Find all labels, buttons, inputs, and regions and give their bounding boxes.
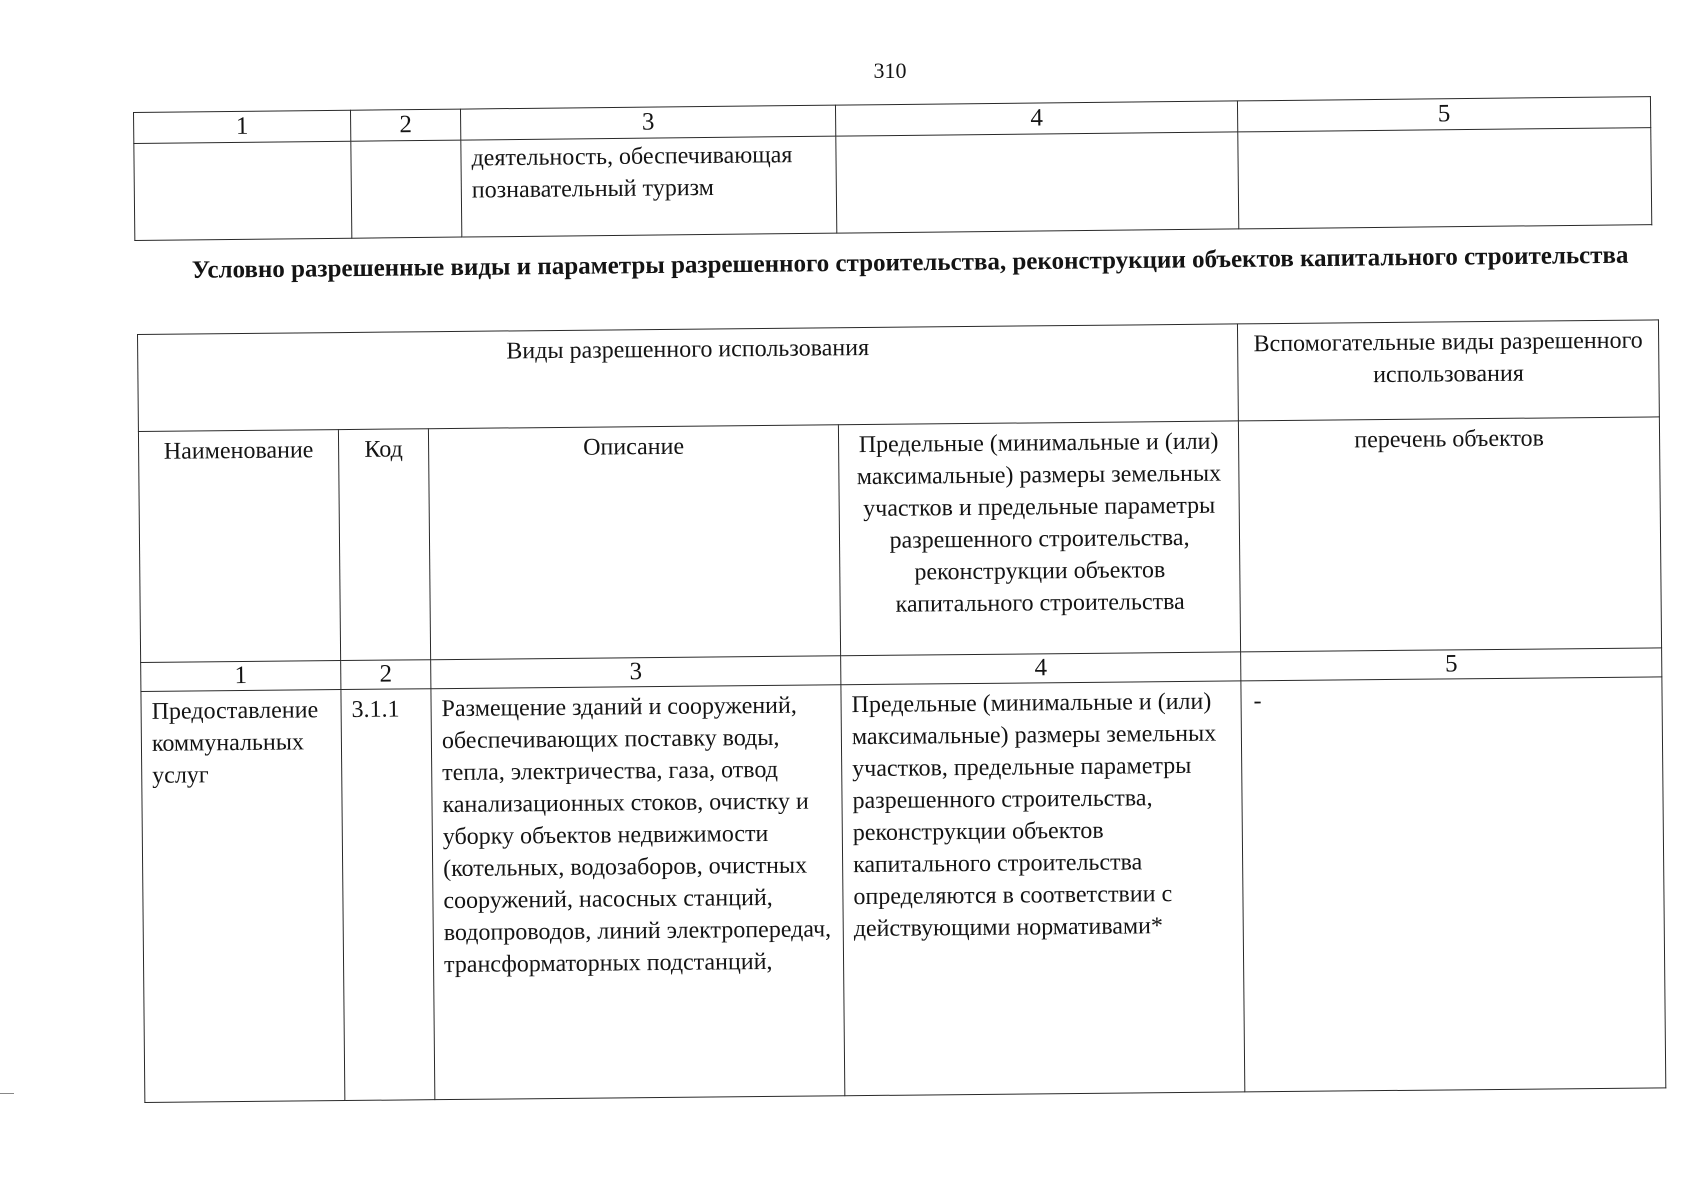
permitted-use-table bbox=[137, 319, 1666, 1103]
column-number: 1 bbox=[141, 661, 341, 692]
page-number: 310 bbox=[873, 58, 907, 83]
header-parameters-text: Предельные (минимальные и (или) максимальные) размеры земельных участков и предельные параметры разрешенного строительства, реконструкции объектов капитального строительства bbox=[856, 428, 1222, 618]
column-number: 5 bbox=[1241, 648, 1662, 681]
header-aux-list-text: перечень объектов bbox=[1354, 425, 1545, 454]
header-name bbox=[138, 430, 340, 663]
continuation-table bbox=[133, 96, 1652, 241]
name-cell bbox=[141, 690, 345, 1103]
column-number: 3 bbox=[460, 105, 835, 140]
group-header-row bbox=[138, 320, 1660, 432]
name-cell bbox=[134, 141, 352, 240]
description-cell bbox=[431, 685, 845, 1100]
group-header-main bbox=[138, 324, 1239, 432]
column-number: 2 bbox=[350, 109, 460, 141]
parameters-text: Предельные (минимальные и (или) максимальные) размеры земельных участков, предельные параметры разрешенного строительства, реконструкции объектов капитального строительства определяются в соответствии с действующими нормативами* bbox=[851, 688, 1217, 943]
code-cell bbox=[351, 140, 462, 238]
header-code bbox=[338, 429, 430, 661]
column-number: 1 bbox=[134, 110, 351, 143]
column-number: 3 bbox=[431, 656, 841, 689]
parameters-cell bbox=[841, 681, 1245, 1096]
section-title: Условно разрешенные виды и параметры разрешенного строительства, реконструкции объектов капитального строительства bbox=[191, 241, 1629, 284]
header-description bbox=[428, 425, 840, 660]
column-number: 2 bbox=[341, 660, 431, 690]
column-header-row bbox=[138, 417, 1661, 663]
header-aux-list bbox=[1238, 417, 1661, 652]
auxiliary-cell bbox=[1238, 128, 1652, 229]
auxiliary-cell bbox=[1241, 677, 1666, 1092]
table-row bbox=[141, 677, 1666, 1103]
group-header-main-text: Виды разрешенного использования bbox=[506, 334, 870, 365]
margin-mark bbox=[0, 1093, 14, 1094]
code-text: 3.1.1 bbox=[351, 696, 400, 723]
name-text: Предоставление коммунальных услуг bbox=[151, 697, 319, 789]
column-number: 4 bbox=[835, 101, 1237, 136]
header-description-text: Описание bbox=[583, 433, 685, 461]
header-parameters bbox=[838, 421, 1240, 656]
header-name-text: Наименование bbox=[163, 437, 314, 465]
header-code-text: Код bbox=[364, 436, 403, 463]
group-header-aux bbox=[1237, 320, 1659, 421]
description-cell bbox=[461, 136, 837, 237]
code-cell bbox=[341, 689, 435, 1101]
column-number: 5 bbox=[1237, 97, 1650, 132]
parameters-cell bbox=[836, 132, 1239, 233]
group-header-aux-text: Вспомогательные виды разрешенного использования bbox=[1253, 327, 1643, 389]
auxiliary-text: - bbox=[1253, 688, 1262, 715]
table-row bbox=[134, 128, 1652, 241]
description-text: деятельность, обеспечивающая познавательный туризм bbox=[471, 142, 793, 204]
description-text: Размещение зданий и сооружений, обеспечивающих поставку воды, тепла, электричества, газа, отвод канализационных стоков, очистку и уборку объектов недвижимости (котельных, водозаборов, очистных сооружений, насосных станций, водопроводов, линий электропередач, трансформаторных подстанций, bbox=[441, 692, 832, 979]
column-number: 4 bbox=[841, 652, 1241, 685]
